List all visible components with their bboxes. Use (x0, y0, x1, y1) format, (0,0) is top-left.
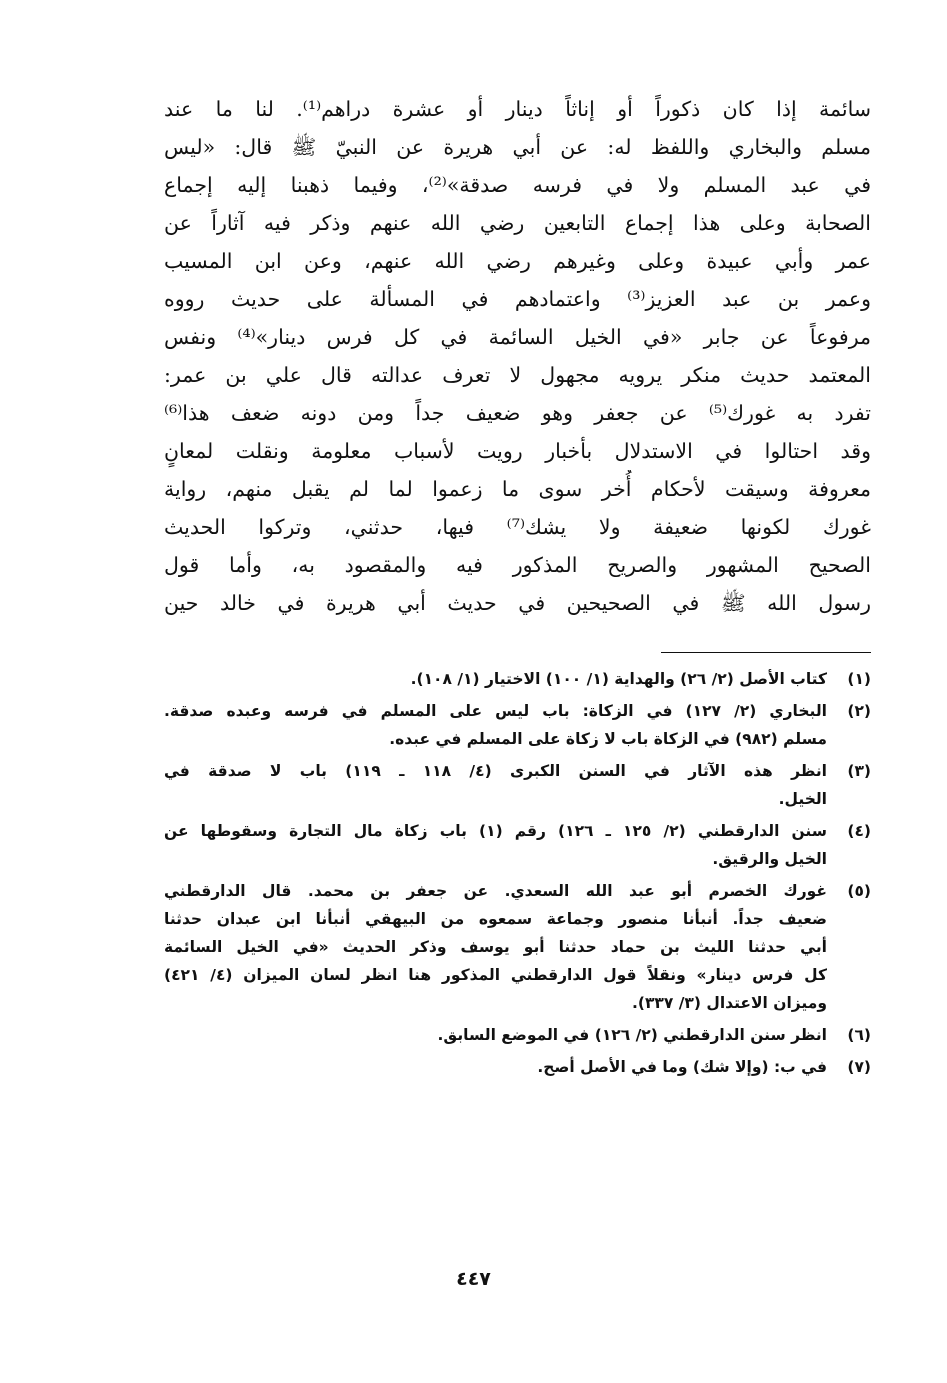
footnote-line: انظر سنن الدارقطني (٢/ ١٢٦) في الموضع السابق. (437, 1026, 827, 1044)
text-line: مسلم والبخاري واللفظ له: عن أبي هريرة عن النبيّ ﷺ قال: «ليس (164, 135, 871, 159)
footnote-6 (164, 1021, 871, 1049)
footnote-line: في ب: (وإلا شك) وما في الأصل أصح. (537, 1058, 827, 1076)
text-line: رسول الله ﷺ في الصحيحين في حديث أبي هريرة في خالد حين (164, 591, 871, 615)
text-line: الصحيح المشهور والصريح المذكور فيه والمقصود به، وأما قول (164, 553, 871, 577)
footnote-number: (٦) (847, 1026, 871, 1044)
footnote-number: (٣) (847, 762, 871, 780)
footnote-line: انظر هذه الآثار في السنن الكبرى (٤/ ١١٨ ـ ١١٩) باب لا صدقة في (164, 762, 827, 780)
footnote-text (164, 665, 827, 693)
text-line: المعتمد حديث منكر يرويه مجهول لا تعرف عدالته قال علي بن عمر: (164, 363, 871, 387)
text-line: غورك لكونها ضعيفة ولا يشك⁽⁷⁾ فيها، حدثني، وتركوا الحديث (164, 515, 871, 539)
text-line: مرفوعاً عن جابر «في الخيل السائمة في كل فرس دينار»⁽⁴⁾ ونفس (164, 325, 871, 349)
text-line: سائمة إذا كان ذكوراً أو إناثاً دينار أو عشرة دراهم⁽¹⁾. لنا ما عند (164, 97, 871, 121)
footnote-text (164, 697, 827, 753)
footnote-line: ضعيف جداً. أنبأنا منصور وجماعة سمعوه من البيهقي أنبأنا ابن عبدان حدثنا (164, 910, 827, 928)
footnote-text (164, 817, 827, 873)
footnote-line: غورك الخصرم أبو عبد الله السعدي. عن جعفر بن محمد. قال الدارقطني (164, 882, 827, 900)
footnote-1 (164, 665, 871, 693)
footnote-text (164, 877, 827, 1017)
text-line: الصحابة وعلى هذا إجماع التابعين رضي الله عنهم وذكر فيه آثاراً عن (164, 211, 871, 235)
main-text (164, 90, 871, 622)
text-line: عمر وأبي عبيدة وعلى وغيرهم رضي الله عنهم، وعن ابن المسيب (164, 249, 871, 273)
footnote-7 (164, 1053, 871, 1081)
text-line: في عبد المسلم ولا في فرسه صدقة»⁽²⁾، وفيما ذهبنا إليه إجماع (164, 173, 871, 197)
footnote-number: (٢) (847, 702, 871, 720)
footnote-divider (661, 652, 871, 653)
footnote-line: وميزان الاعتدال (٣/ ٣٣٧). (631, 994, 827, 1012)
footnote-line: أبي حدثنا الليث بن حماد حدثنا أبو يوسف وذكر الحديث «في الخيل السائمة (164, 938, 827, 956)
footnote-text (164, 1053, 827, 1081)
footnote-line: كل فرس دينار» ونقلاً قول الدارقطني المذكور هنا انظر لسان الميزان (٤/ ٤٢١) (164, 966, 827, 984)
footnotes-list (164, 665, 871, 1081)
footnote-line: الخيل والرقيق. (712, 850, 827, 868)
footnote-number: (٥) (847, 882, 871, 900)
footnote-number: (٧) (847, 1058, 871, 1076)
footnote-5 (164, 877, 871, 1017)
document-page (164, 90, 871, 1085)
text-line: وقد احتالوا في الاستدلال بأخبار رويت لأسباب معلومة ونقلت لمعانٍ (164, 439, 871, 463)
footnote-line: سنن الدارقطني (٢/ ١٢٥ ـ ١٢٦) رقم (١) باب زكاة مال التجارة وسقوطها عن (164, 822, 827, 840)
footnote-line: البخاري (٢/ ١٢٧) في الزكاة: باب ليس على المسلم في فرسه وعبده صدقة. (164, 702, 827, 720)
footnote-line: كتاب الأصل (٢/ ٢٦) والهداية (١/ ١٠٠) الاختيار (١/ ١٠٨). (410, 670, 827, 688)
footnote-text (164, 1021, 827, 1049)
footnote-line: مسلم (٩٨٢) في الزكاة باب لا زكاة على المسلم في عبده. (389, 730, 827, 748)
footnote-number: (١) (847, 670, 871, 688)
footnote-2 (164, 697, 871, 753)
footnote-line: الخيل. (778, 790, 827, 808)
text-line: وعمر بن عبد العزيز⁽³⁾ واعتمادهم في المسألة على حديث رووه (164, 287, 871, 311)
footnote-3 (164, 757, 871, 813)
text-line: معروفة وسيقت لأحكام أُخر سوى ما زعموا لما لم يقبل منهم، رواية (164, 477, 871, 501)
footnote-text (164, 757, 827, 813)
footnote-number: (٤) (847, 822, 871, 840)
footnote-4 (164, 817, 871, 873)
text-line: تفرد به غورك⁽⁵⁾ عن جعفر وهو ضعيف جداً ومن دونه ضعف هذا⁽⁶⁾ (164, 401, 871, 425)
page-number: ٤٤٧ (456, 1268, 491, 1290)
